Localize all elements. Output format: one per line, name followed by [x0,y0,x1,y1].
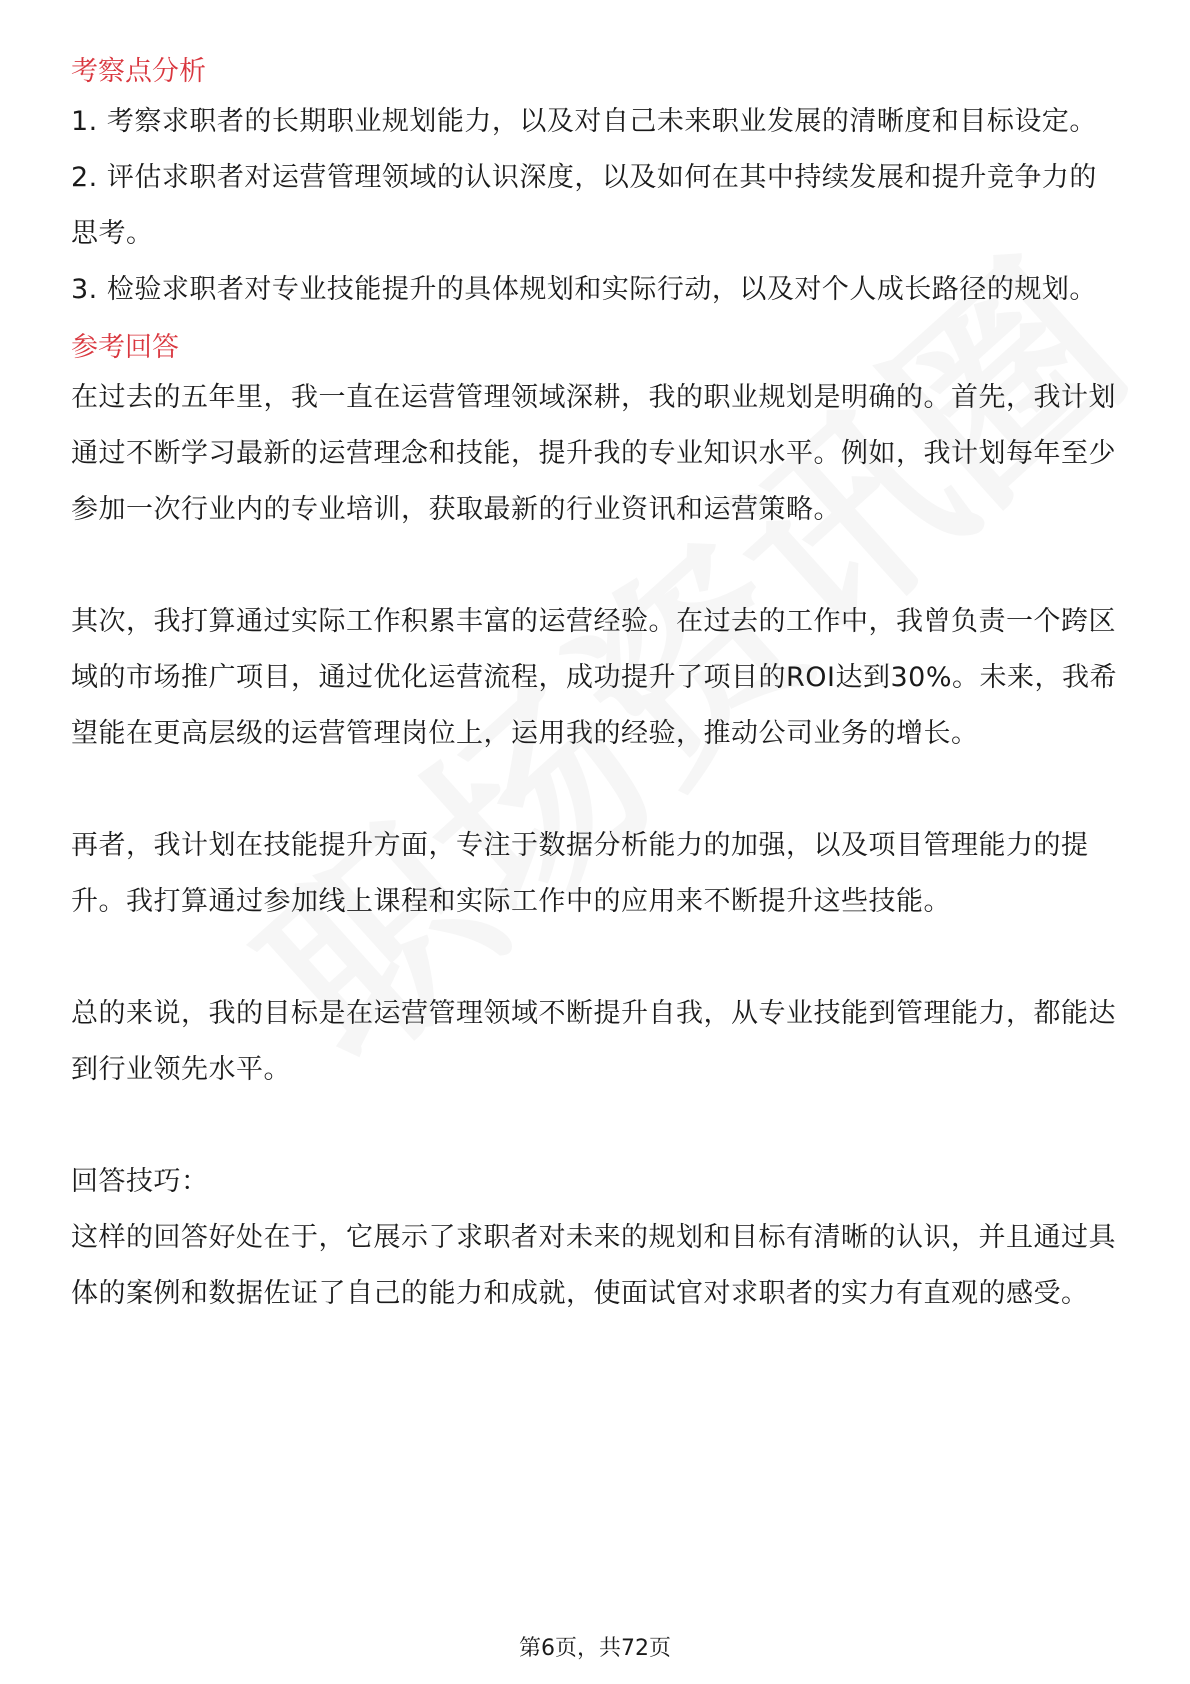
answer-paragraph-2: 其次，我打算通过实际工作积累丰富的运营经验。在过去的工作中，我曾负责一个跨区域的市场推广项目，通过优化运营流程，成功提升了项目的ROI达到30%。未来，我希望能在更高层级的运营管理岗位上，运用我的经验，推动公司业务的增长。 [71,606,1117,749]
analysis-point-3: 3. 检验求职者对专业技能提升的具体规划和实际行动，以及对个人成长路径的规划。 [71,274,1097,305]
page-number: 第6页，共72页 [519,1636,671,1661]
analysis-heading: 考察点分析 [71,56,206,87]
page-content [71,50,1121,1322]
tips-label: 回答技巧： [71,1166,209,1197]
answer-paragraph-1: 在过去的五年里，我一直在运营管理领域深耕，我的职业规划是明确的。首先，我计划通过不断学习最新的运营理念和技能，提升我的专业知识水平。例如，我计划每年至少参加一次行业内的专业培训，获取最新的行业资讯和运营策略。 [71,382,1116,525]
answer-paragraph-3: 再者，我计划在技能提升方面，专注于数据分析能力的加强，以及项目管理能力的提升。我打算通过参加线上课程和实际工作中的应用来不断提升这些技能。 [71,830,1089,917]
answer-paragraph-4: 总的来说，我的目标是在运营管理领域不断提升自我，从专业技能到管理能力，都能达到行业领先水平。 [71,998,1116,1085]
analysis-point-1: 1. 考察求职者的长期职业规划能力，以及对自己未来职业发展的清晰度和目标设定。 [71,106,1097,137]
tips-text: 这样的回答好处在于，它展示了求职者对未来的规划和目标有清晰的认识，并且通过具体的案例和数据佐证了自己的能力和成就，使面试官对求职者的实力有直观的感受。 [71,1222,1116,1309]
analysis-point-2: 2. 评估求职者对运营管理领域的认识深度，以及如何在其中持续发展和提升竞争力的思考。 [71,162,1097,249]
answer-heading: 参考回答 [71,332,179,363]
